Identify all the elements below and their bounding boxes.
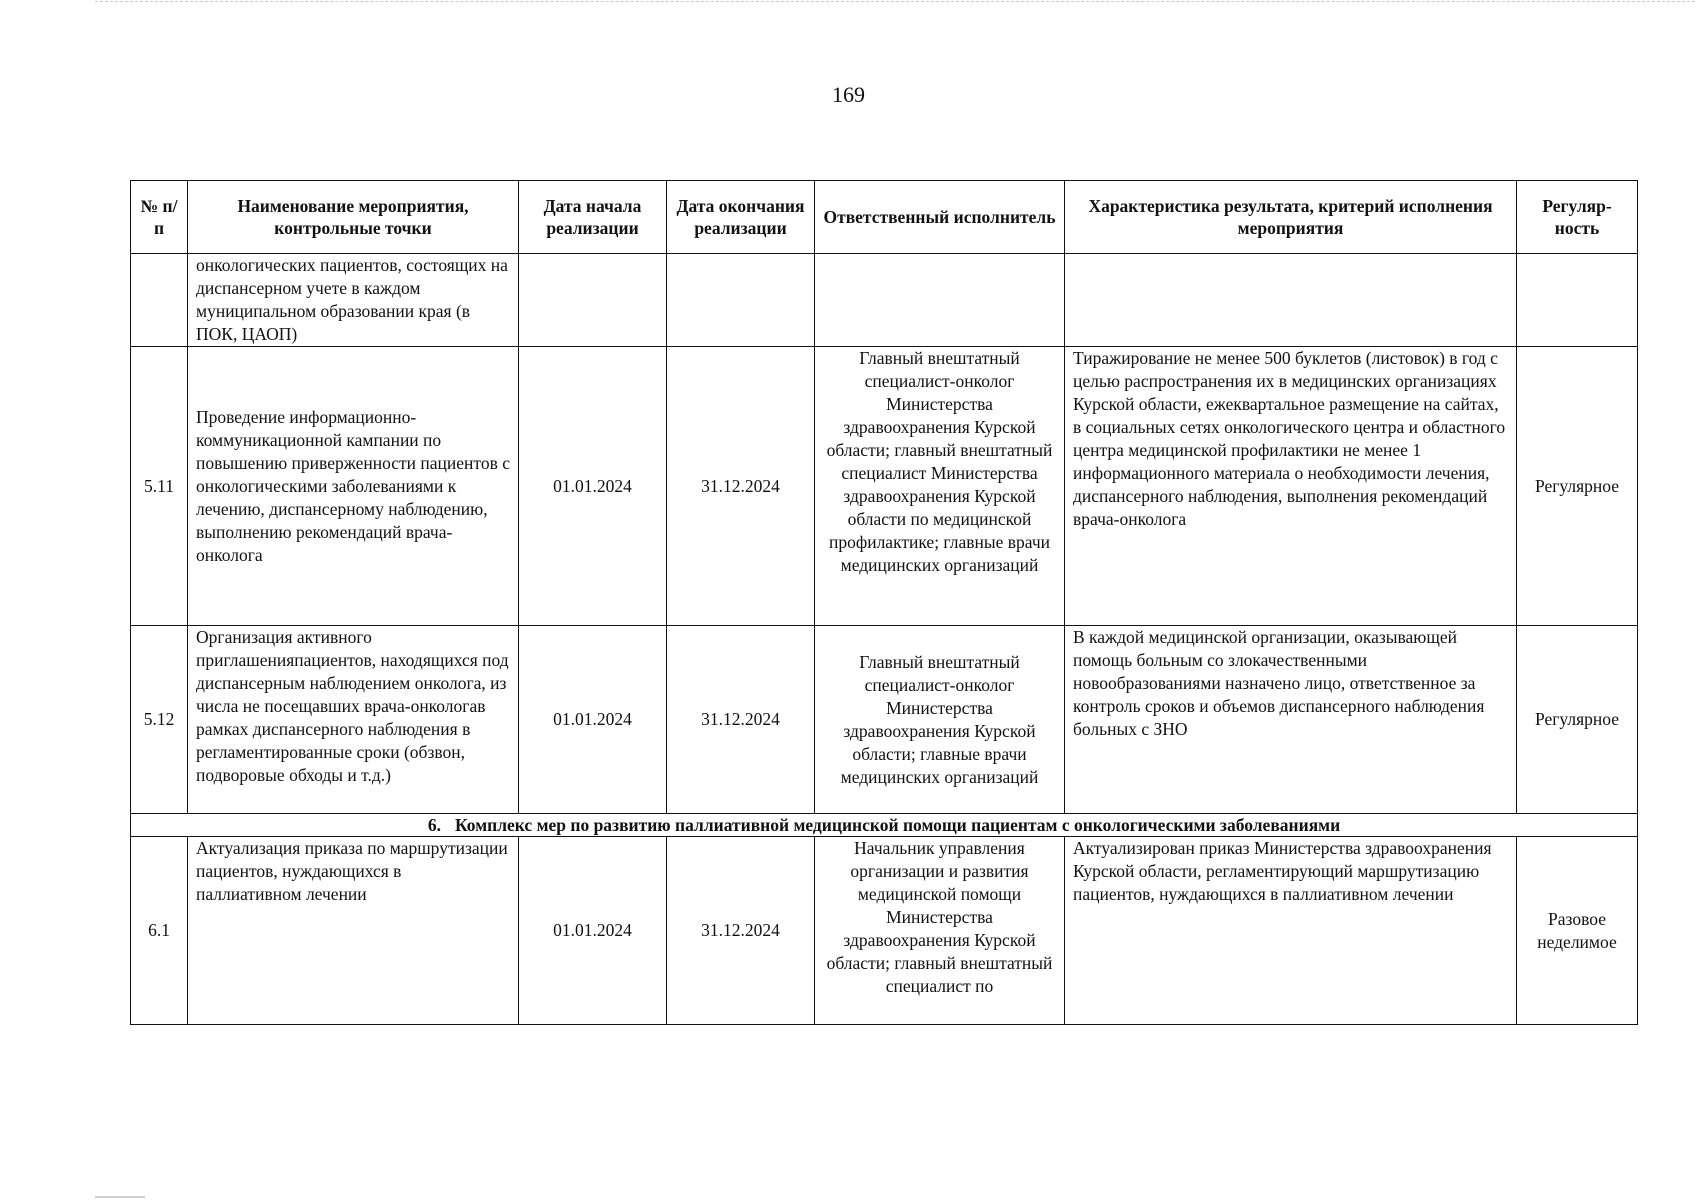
table-header-row <box>131 181 1638 254</box>
bottom-scan-mark <box>95 1196 145 1198</box>
cell-result: Тиражирование не менее 500 буклетов (листовок) в год с целью распространения их в медицинских организациях Курской области, ежеквартальное размещение на сайтах, в социальных сетях онкологического центра и областного центра медицинской профилактики не менее 1 информационного материала о необходимости лечения, диспансерного наблюдения, выполнения рекомендаций врача-онколога <box>1065 347 1517 626</box>
cell-regularity: Регулярное <box>1517 347 1638 626</box>
measures-table <box>130 180 1638 1025</box>
cell-name: Актуализация приказа по маршрутизации пациентов, нуждающихся в паллиативном лечении <box>188 837 519 1025</box>
cell-regularity <box>1517 254 1638 347</box>
table-row <box>131 254 1638 347</box>
cell-end-date <box>667 254 815 347</box>
cell-regularity: Разовое неделимое <box>1517 837 1638 1025</box>
page-number: 169 <box>832 82 865 107</box>
cell-end-date: 31.12.2024 <box>667 837 815 1025</box>
header-name: Наименование мероприятия, контрольные точки <box>188 181 519 254</box>
cell-num <box>131 254 188 347</box>
cell-responsible: Главный внештатный специалист-онколог Министерства здравоохранения Курской области; главные врачи медицинских организаций <box>815 626 1065 814</box>
header-regularity: Регуляр-ность <box>1517 181 1638 254</box>
section-heading <box>131 814 1638 837</box>
header-num: № п/п <box>131 181 188 254</box>
cell-result <box>1065 254 1517 347</box>
cell-result: Актуализирован приказ Министерства здравоохранения Курской области, регламентирующий маршрутизацию пациентов, нуждающихся в паллиативном лечении <box>1065 837 1517 1025</box>
top-scan-rule <box>95 1 1695 2</box>
table-row <box>131 626 1638 814</box>
cell-name: Организация активного приглашенияпациентов, находящихся под диспансерным наблюдением онколога, из числа не посещавших врача-онкологав рамках диспансерного наблюдения в регламентированные сроки (обзвон, подворовые обходы и т.д.) <box>188 626 519 814</box>
cell-responsible: Начальник управления организации и развития медицинской помощи Министерства здравоохранения Курской области; главный внештатный специалист по <box>815 837 1065 1025</box>
section-heading-row <box>131 814 1638 837</box>
header-responsible: Ответственный исполнитель <box>815 181 1065 254</box>
cell-result: В каждой медицинской организации, оказывающей помощь больным со злокачественными новообразованиями назначено лицо, ответственное за контроль сроков и объемов диспансерного наблюдения больных с ЗНО <box>1065 626 1517 814</box>
section-number: 6. <box>427 815 441 835</box>
cell-num: 6.1 <box>131 837 188 1025</box>
cell-responsible: Главный внештатный специалист-онколог Министерства здравоохранения Курской области; главный внештатный специалист Министерства здравоохранения Курской области по медицинской профилактике; главные врачи медицинских организаций <box>815 347 1065 626</box>
cell-name: онкологических пациентов, состоящих на диспансерном учете в каждом муниципальном образовании края (в ПОК, ЦАОП) <box>188 254 519 347</box>
cell-num: 5.11 <box>131 347 188 626</box>
cell-num: 5.12 <box>131 626 188 814</box>
section-title: Комплекс мер по развитию паллиативной медицинской помощи пациентам с онкологическими заболеваниями <box>454 815 1341 835</box>
cell-start-date: 01.01.2024 <box>519 837 667 1025</box>
cell-start-date: 01.01.2024 <box>519 347 667 626</box>
cell-regularity: Регулярное <box>1517 626 1638 814</box>
header-start-date: Дата начала реализации <box>519 181 667 254</box>
table-row <box>131 347 1638 626</box>
cell-end-date: 31.12.2024 <box>667 347 815 626</box>
header-result: Характеристика результата, критерий исполнения мероприятия <box>1065 181 1517 254</box>
cell-start-date <box>519 254 667 347</box>
cell-end-date: 31.12.2024 <box>667 626 815 814</box>
cell-name: Проведение информационно-коммуникационной кампании по повышению приверженности пациентов с онкологическими заболеваниями к лечению, диспансерному наблюдению, выполнению рекомендаций врача-онколога <box>188 347 519 626</box>
cell-start-date: 01.01.2024 <box>519 626 667 814</box>
cell-responsible <box>815 254 1065 347</box>
table-row <box>131 837 1638 1025</box>
header-end-date: Дата окончания реализации <box>667 181 815 254</box>
